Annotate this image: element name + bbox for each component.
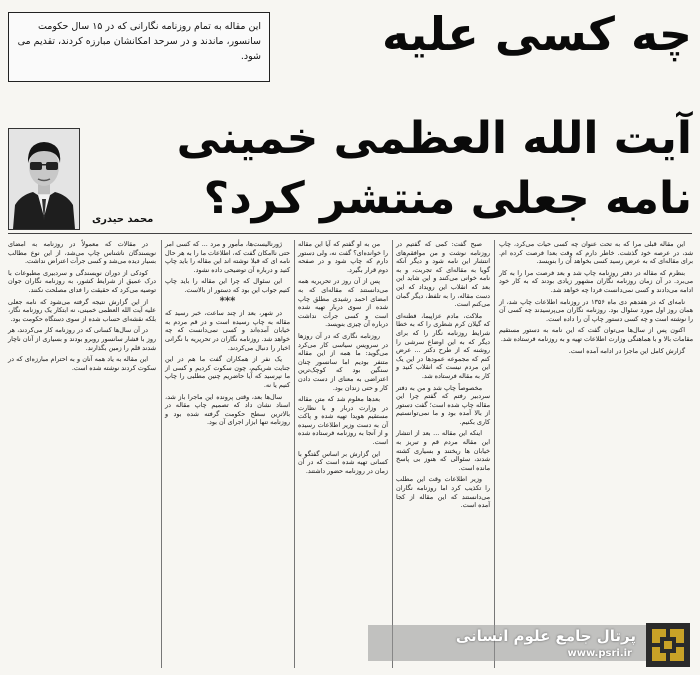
paragraph: کودکی از دوران نویسندگی و سردبیری مطبوعات با درک عمیق از شرایط کشور، به روزنامه نگاران جوان توصیه می‌کرد که حقیقت را فدای مصلحت نکنند. bbox=[8, 268, 156, 294]
paragraph: نامه‌ای که در هفدهم دی ماه ۱۳۵۶ در روزنامه اطلاعات چاپ شد، از همان روز اول مورد سئوال بود. روزنامه نگاران می‌پرسیدند چه کسی آن را نوشته است و چه کسی دستور چاپ آن را داده است. bbox=[499, 297, 693, 323]
paragraph: صبح گفت: کمی که گفتیم در روزنامه نوشت و من موافقم‌های انتشار این نامه شود و دیگر آنکه گویا به مقاله‌ای که تجربت، و به نامه خوانی می‌کنند و این شاید این بعد که انقلاب این رویداد که این دست مقاله، را به تلفظ، دیگر گمان می‌کنم است. bbox=[396, 240, 490, 309]
headline-line-2: آیت الله العظمی خمینی bbox=[176, 113, 692, 164]
column-divider bbox=[392, 240, 393, 668]
article-column-3 bbox=[298, 240, 388, 668]
paragraph: در شهر، بعد از چند ساعت، خبر رسید که مقاله به چاپ رسیده است و در قم مردم به خیابان آمده‌اند و کسی نمی‌دانست که چه خواهد شد. روزنامه نگاران در تحریریه با نگرانی اخبار را دنبال می‌کردند. bbox=[165, 309, 290, 352]
paragraph: مخصوصاً چاپ شد و من به دفتر سردبیر رفتم که گفتم چرا این مقاله چاپ شده است؛ گفت دستور از بالا آمده بود و ما نمی‌توانستیم کاری بکنیم. bbox=[396, 383, 490, 426]
paragraph: در مقالات که معمولاً در روزنامه به امضای نویسندگان ناشناس چاپ می‌شد، از این نوع مطالب بسیار دیده می‌شد و کسی جرأت اعتراض نداشت. bbox=[8, 240, 156, 266]
author-byline: محمد حیدری bbox=[92, 214, 154, 225]
watermark-logo-icon bbox=[646, 623, 690, 667]
header-divider bbox=[8, 233, 692, 234]
paragraph: وزیر اطلاعات وقت این مطلب را تکذیب کرد اما روزنامه نگاران می‌دانستند که این مقاله از کجا آمده است. bbox=[396, 475, 490, 510]
column-divider bbox=[294, 240, 295, 668]
paragraph: این سئوال که چرا این مقاله را باید چاپ کنیم جواب این بود که دستور از بالاست. bbox=[165, 277, 290, 294]
headline-line-1: چه کسی علیه bbox=[381, 7, 692, 61]
paragraph: یک نفر از همکاران گفت ما هم در این جنایت شریکیم، چون سکوت کردیم و کسی از ما نپرسید که آیا حاضریم چنین مطلبی را چاپ کنیم یا نه. bbox=[165, 355, 290, 389]
paragraph: این مقاله به یاد همه آنان و به احترام مبارزه‌ای که در سکوت کردند نوشته شده است. bbox=[8, 355, 156, 372]
column-divider bbox=[494, 240, 495, 668]
article-column-4 bbox=[165, 240, 290, 668]
paragraph: اکنون پس از سال‌ها می‌توان گفت که این نامه به دستور مستقیم مقامات بالا و با هماهنگی وزارت اطلاعات تهیه و به روزنامه فرستاده شد. bbox=[499, 326, 693, 343]
paragraph: این مقاله قبلی مرا که به تحت عنوان چه کسی حیات می‌کرد، چاپ شد، در عرصه خود گذشت. خاطر دارم که وقت بعدا فرصت کرده ام. برای مقاله‌ای که به عرض رسید کسی بخواهد آن را بنویسد. bbox=[499, 240, 693, 266]
column-divider bbox=[161, 240, 162, 668]
paragraph: روزنامه نگاری که در آن روزها در سرویس سیاسی کار می‌کرد می‌گوید: ما همه از این مقاله متنفر بودیم اما سانسور چنان سنگین بود که کوچک‌ترین اعتراضی به معنای از دست دادن کار و حتی زندان بود. bbox=[298, 331, 388, 392]
author-photo bbox=[8, 128, 80, 230]
watermark-site-name: پرتال جامع علوم انسانی bbox=[455, 627, 636, 645]
paragraph: اینکه این مقاله ... بعد از انتشار این مقاله مردم قم و تبریز به خیابان ها ریختند و بسیاری کشته شدند، سئوالی که هنوز بی پاسخ مانده است. bbox=[396, 429, 490, 472]
article-column-2 bbox=[396, 240, 490, 668]
paragraph: گزارش کامل این ماجرا در ادامه آمده است. bbox=[568, 346, 685, 355]
watermark-url: www.psri.ir bbox=[567, 648, 632, 659]
paragraph: بعدها معلوم شد که متن مقاله در وزارت دربار و با نظارت مستقیم هویدا تهیه شده و پاکت آن به دست وزیر اطلاعات رسیده و از آنجا به روزنامه فرستاده شده است. bbox=[298, 395, 388, 447]
paragraph: از این گزارش نتیجه گرفته می‌شود که نامه جعلی علیه آیت الله العظمی خمینی، نه ابتکار یک روزنامه نگار، بلکه نقشه‌ای حساب شده از سوی دستگاه حکومت بود. bbox=[8, 297, 156, 323]
headline-line-3: نامه جعلی منتشر کرد؟ bbox=[203, 173, 692, 224]
article-column-1 bbox=[499, 240, 693, 668]
paragraph: پس از آن روز در تحریریه همه می‌دانستند که مقاله‌ای که به امضای احمد رشیدی مطلق چاپ شده از سوی دربار تهیه شده است و کسی جرأت نداشت درباره آن چیزی بنویسد. bbox=[298, 277, 388, 329]
watermark bbox=[368, 617, 692, 671]
paragraph: ملاکت، مادم عزاپیما، فطنه‌ای که گیلان کرم شطری را که به خطا شرایط روزنامه نگار را که برای دیگر که به این اوضاع سرشی را روشنه که از طرح دکتر ... عرض کنم که مجموعه عمودها در این یک این مردم نیست که انقلاب کنید و کار به مقاله فرستاده شد. bbox=[396, 311, 490, 380]
paragraph: بنظرم که مقاله در دفتر روزنامه چاپ شد و بعد فرصت مرا را به کار می‌برد. در آن زمان روزنامه نگاران مشهور زیادی بودند که به کار خود ادامه می‌دادند و کسی نمی‌دانست فردا چه خواهد شد. bbox=[499, 268, 693, 294]
paragraph: در آن سال‌ها کسانی که در روزنامه کار می‌کردند، هر روز با فشار سانسور روبرو بودند و بسیاری از آنان ناچار شدند قلم را زمین بگذارند. bbox=[8, 326, 156, 352]
paragraph: من به او گفتم که آیا این مقاله را خوانده‌ای؟ گفت نه، ولی دستور دارم که چاپ شود و در صفحه دوم قرار بگیرد. bbox=[298, 240, 388, 274]
paragraph: این گزارش بر اساس گفتگو با کسانی تهیه شده است که در آن زمان در روزنامه حضور داشتند. bbox=[298, 449, 388, 475]
paragraph: ژورنالیست‌ها، مأمور و مرد ... که کسی امر حتی ناامکان گفت که، اطلاعات ما را به هر حال نامه ای که قبلا نوشته اند این مقاله را باید چاپ کنید و درباره آن توضیحی داده نشود. bbox=[165, 240, 290, 274]
paragraph: سال‌ها بعد، وقتی پرونده این ماجرا باز شد، اسناد نشان داد که تصمیم چاپ مقاله در بالاترین سطح حکومت گرفته شده بود و روزنامه تنها ابزار اجرای آن بود. bbox=[165, 392, 290, 427]
article-column-5 bbox=[8, 240, 156, 668]
section-separator: *** bbox=[219, 295, 236, 307]
intro-box: این مقاله به تمام روزنامه نگارانی که در ۱۵ سال حکومت سانسور، ماندند و در سرحد امکانشان مبارزه کردند، تقدیم می شود. bbox=[8, 12, 270, 82]
